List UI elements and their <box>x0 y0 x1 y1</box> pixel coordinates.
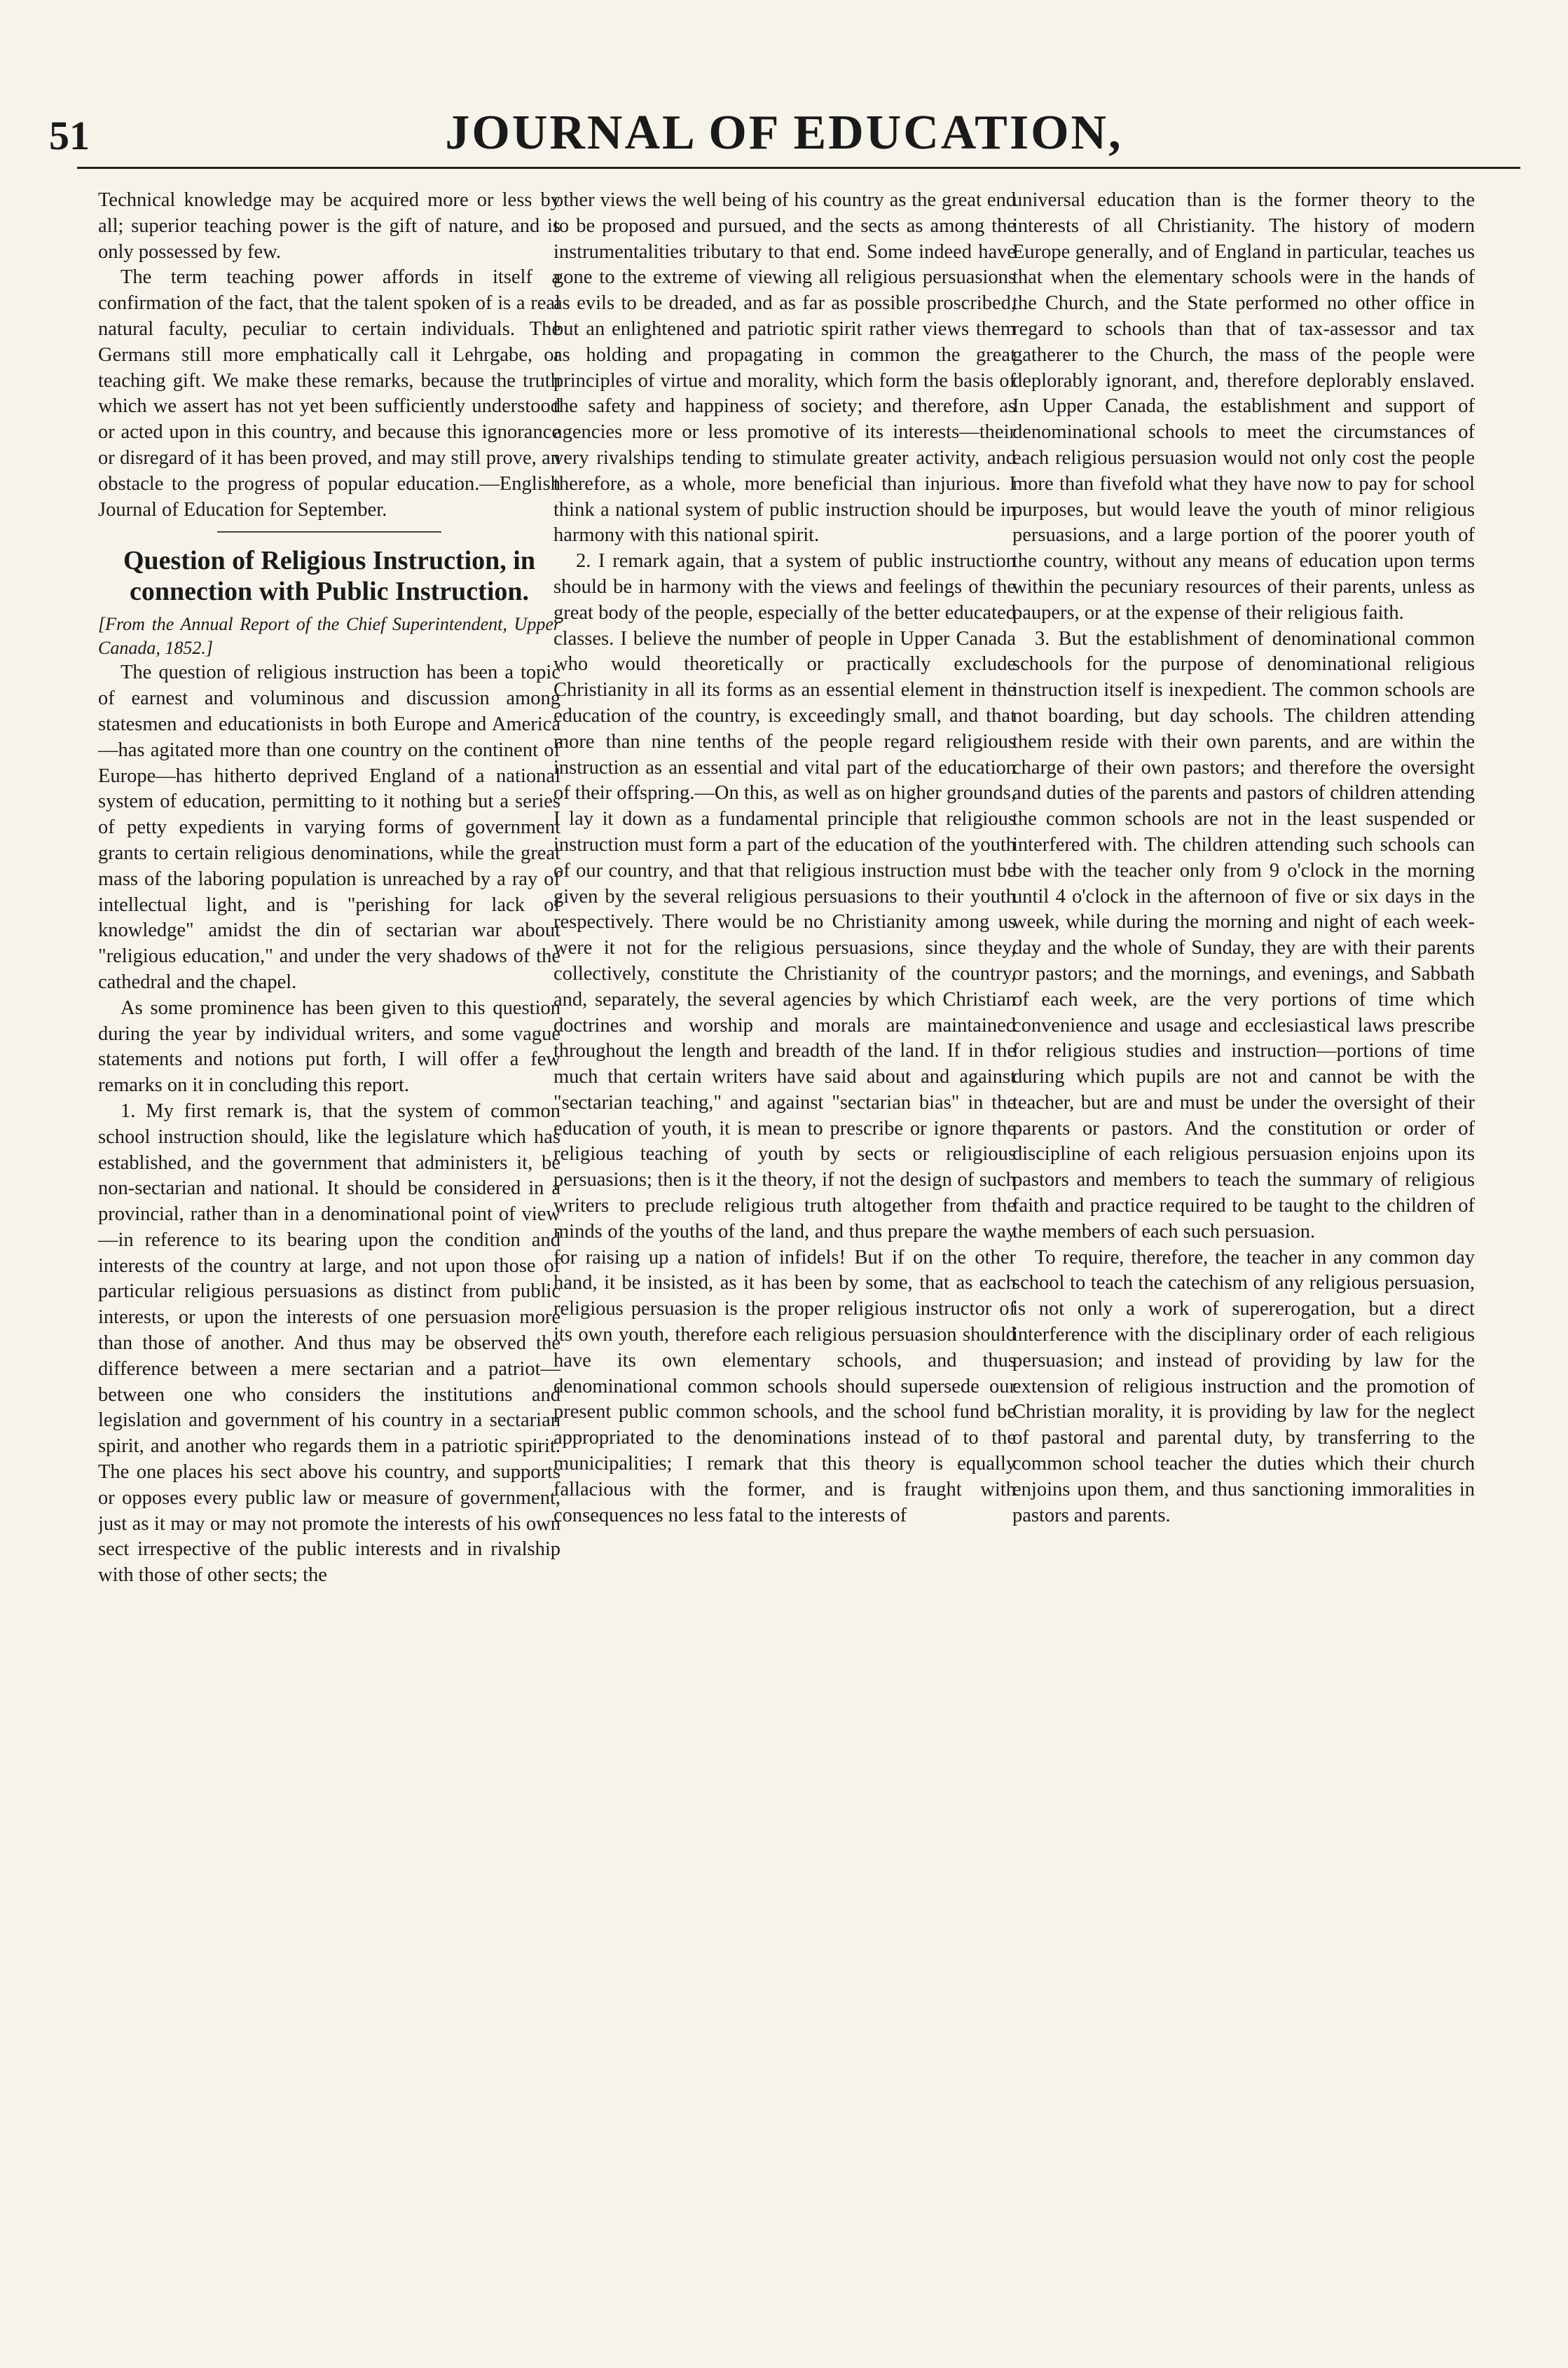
paragraph: To require, therefore, the teacher in any common day school to teach the catechism of any religious persuasion, is not only a work of supererogation, but a direct interference with the disciplinary order of each religious persuasion; and instead of providing by law for the extension of religious instruction and the promotion of Christian morality, it is providing by law for the neglect of pastoral and parental duty, by transferring to the common school teacher the duties which their church enjoins upon them, and thus sanctioning immoralities in pastors and parents. <box>1012 1246 1475 1526</box>
paragraph: 1. My first remark is, that the system of common school instruction should, like the legislature which has established, and the government that administers it, be non-sectarian and national. It should be considered in a provincial, rather than in a denominational point of view—in reference to its bearing upon the condition and interests of the country at large, and not upon those of particular religious persuasions as distinct from public interests, or upon the interests of one persuasion more than those of another. And thus may be observed the difference between a mere sectarian and a patriot—between one who considers the institutions and legislation and government of his country in a sectarian spirit, and another who regards them in a patriotic spirit. The one places his sect above his country, and supports or opposes every public law or measure of government, just as it may or may not promote the interests of his own sect irrespective of the public interests and in rivalship with those of other sects; the <box>98 1100 561 1587</box>
article-source: [From the Annual Report of the Chief Superintendent, Upper Canada, 1852.] <box>98 614 561 659</box>
paragraph: universal education than is the former theory to the interests of all Christianity. The history of modern Europe generally, and of England in particular, teaches us that when the elementary schools were in the hands of the Church, and the State performed no other office in regard to schools than that of tax-assessor and tax gatherer to the Church, the mass of the people were deplorably ignorant, and, therefore deplorably enslaved. In Upper Canada, the establishment and support of denominational schools to meet the circumstances of each religious persuasion would not only cost the people more than fivefold what they have now to pay for school purposes, but would leave the youth of minor religious persuasions, and a large portion of the poorer youth of the country, without any means of education upon terms within the pecuniary resources of their parents, unless as paupers, or at the expense of their religious faith. <box>1012 189 1475 624</box>
paragraph: other views the well being of his country as the great end to be proposed and pursued, and the sects as among the instrumentalities tributary to that end. Some indeed have gone to the extreme of viewing all religious persuasions as evils to be dreaded, and as far as possible proscribed, but an enlightened and patriotic spirit rather views them as holding and propagating in common the great principles of virtue and morality, which form the basis of the safety and happiness of society; and therefore, as agencies more or less promotive of its interests—their very rivalships tending to stimulate greater activity, and therefore, as a whole, more beneficial than injurious. I think a national system of public instruction should be in harmony with this national spirit. <box>553 189 1016 547</box>
paragraph: 3. But the establishment of denominational common schools for the purpose of denominational religious instruction itself is inexpedient. The common schools are not boarding, but day schools. The children attending them reside with their own parents, and are within the charge of their own pastors; and therefore the oversight and duties of the parents and pastors of children attending the common schools are not in the least suspended or interfered with. The children attending such schools can be with the teacher only from 9 o'clock in the morning until 4 o'clock in the afternoon of five or six days in the week, while during the morning and night of each week-day and the whole of Sunday, they are with their parents or pastors; and the mornings, and evenings, and Sabbath of each week, are the very portions of time which convenience and usage and ecclesiastical laws prescribe for religious studies and instruction—portions of time during which pupils are not and cannot be with the teacher, but are and must be under the oversight of their parents or pastors. And the constitution or order of discipline of each religious persuasion enjoins upon its pastors and members to teach the summary of religious faith and practice required to be taught to the children of the members of each such persuasion. <box>1012 627 1475 1243</box>
paragraph: The question of religious instruction has been a topic of earnest and voluminous and discussion among statesmen and educationists in both Europe and America—has agitated more than one country on the continent of Europe—has hitherto deprived England of a national system of education, permitting to it nothing but a series of petty expedients in varying forms of government grants to certain religious denominations, while the great mass of the laboring population is unreached by a ray of intellectual light, and is "perishing for lack of knowledge" amidst the din of sectarian war about "religious education," and under the very shadows of the cathedral and the chapel. <box>98 662 561 993</box>
page-header <box>49 105 1519 168</box>
journal-title: JOURNAL OF EDUCATION, <box>445 106 1123 160</box>
section-divider <box>217 531 441 533</box>
paragraph: Technical knowledge may be acquired more or less by all; superior teaching power is the gift of nature, and is only possessed by few. <box>98 189 561 263</box>
column-3 <box>1012 188 1475 2332</box>
header-rule <box>77 167 1520 169</box>
column-2 <box>553 188 1016 2332</box>
paragraph: The term teaching power affords in itself a confirmation of the fact, that the talent spoken of is a real natural faculty, peculiar to certain individuals. The Germans still more emphatically call it Lehrgabe, or teaching gift. We make these remarks, because the truth which we assert has not yet been sufficiently understood or acted upon in this country, and because this ignorance or disregard of it has been proved, and may still prove, an obstacle to the progress of popular education.—English Journal of Education for September. <box>98 266 561 521</box>
page-number: 51 <box>49 113 90 158</box>
article-heading: Question of Religious Instruction, in connection with Public Instruction. <box>123 546 536 607</box>
paragraph: 2. I remark again, that a system of public instruction should be in harmony with the views and feelings of the great body of the people, especially of the better educated classes. I believe the number of people in Upper Canada who would theoretically or practically exclude Christianity in all its forms as an essential element in the education of the country, is exceedingly small, and that more than nine tenths of the people regard religious instruction as an essential and vital part of the education of their offspring.—On this, as well as on higher grounds, I lay it down as a fundamental principle that religious instruction must form a part of the education of the youth of our country, and that that religious instruction must be given by the several religious persuasions to their youth respectively. There would be no Christianity among us were it not for the religious persuasions, since they, collectively, constitute the Christianity of the country, and, separately, the several agencies by which Christian doctrines and worship and morals are maintained throughout the length and breadth of the land. If in the much that certain writers have said about and against "sectarian teaching," and against "sectarian bias" in the education of youth, it is mean to prescribe or ignore the religious teaching of youth by sects or religious persuasions; then is it the theory, if not the design of such writers to preclude religious truth altogether from the minds of the youths of the land, and thus prepare the way for raising up a nation of infidels! But if on the other hand, it be insisted, as it has been by some, that as each religious persuasion is the proper religious instructor of its own youth, therefore each religious persuasion should have its own elementary schools, and thus denominational common schools should supersede our present public common schools, and the school fund be appropriated to the denominations instead of to the municipalities; I remark that this theory is equally fallacious with the former, and is fraught with consequences no less fatal to the interests of <box>553 550 1016 1526</box>
paragraph: As some prominence has been given to this question during the year by individual writers, and some vague statements and notions put forth, I will offer a few remarks on it in concluding this report. <box>98 997 561 1097</box>
column-1 <box>98 188 561 2332</box>
